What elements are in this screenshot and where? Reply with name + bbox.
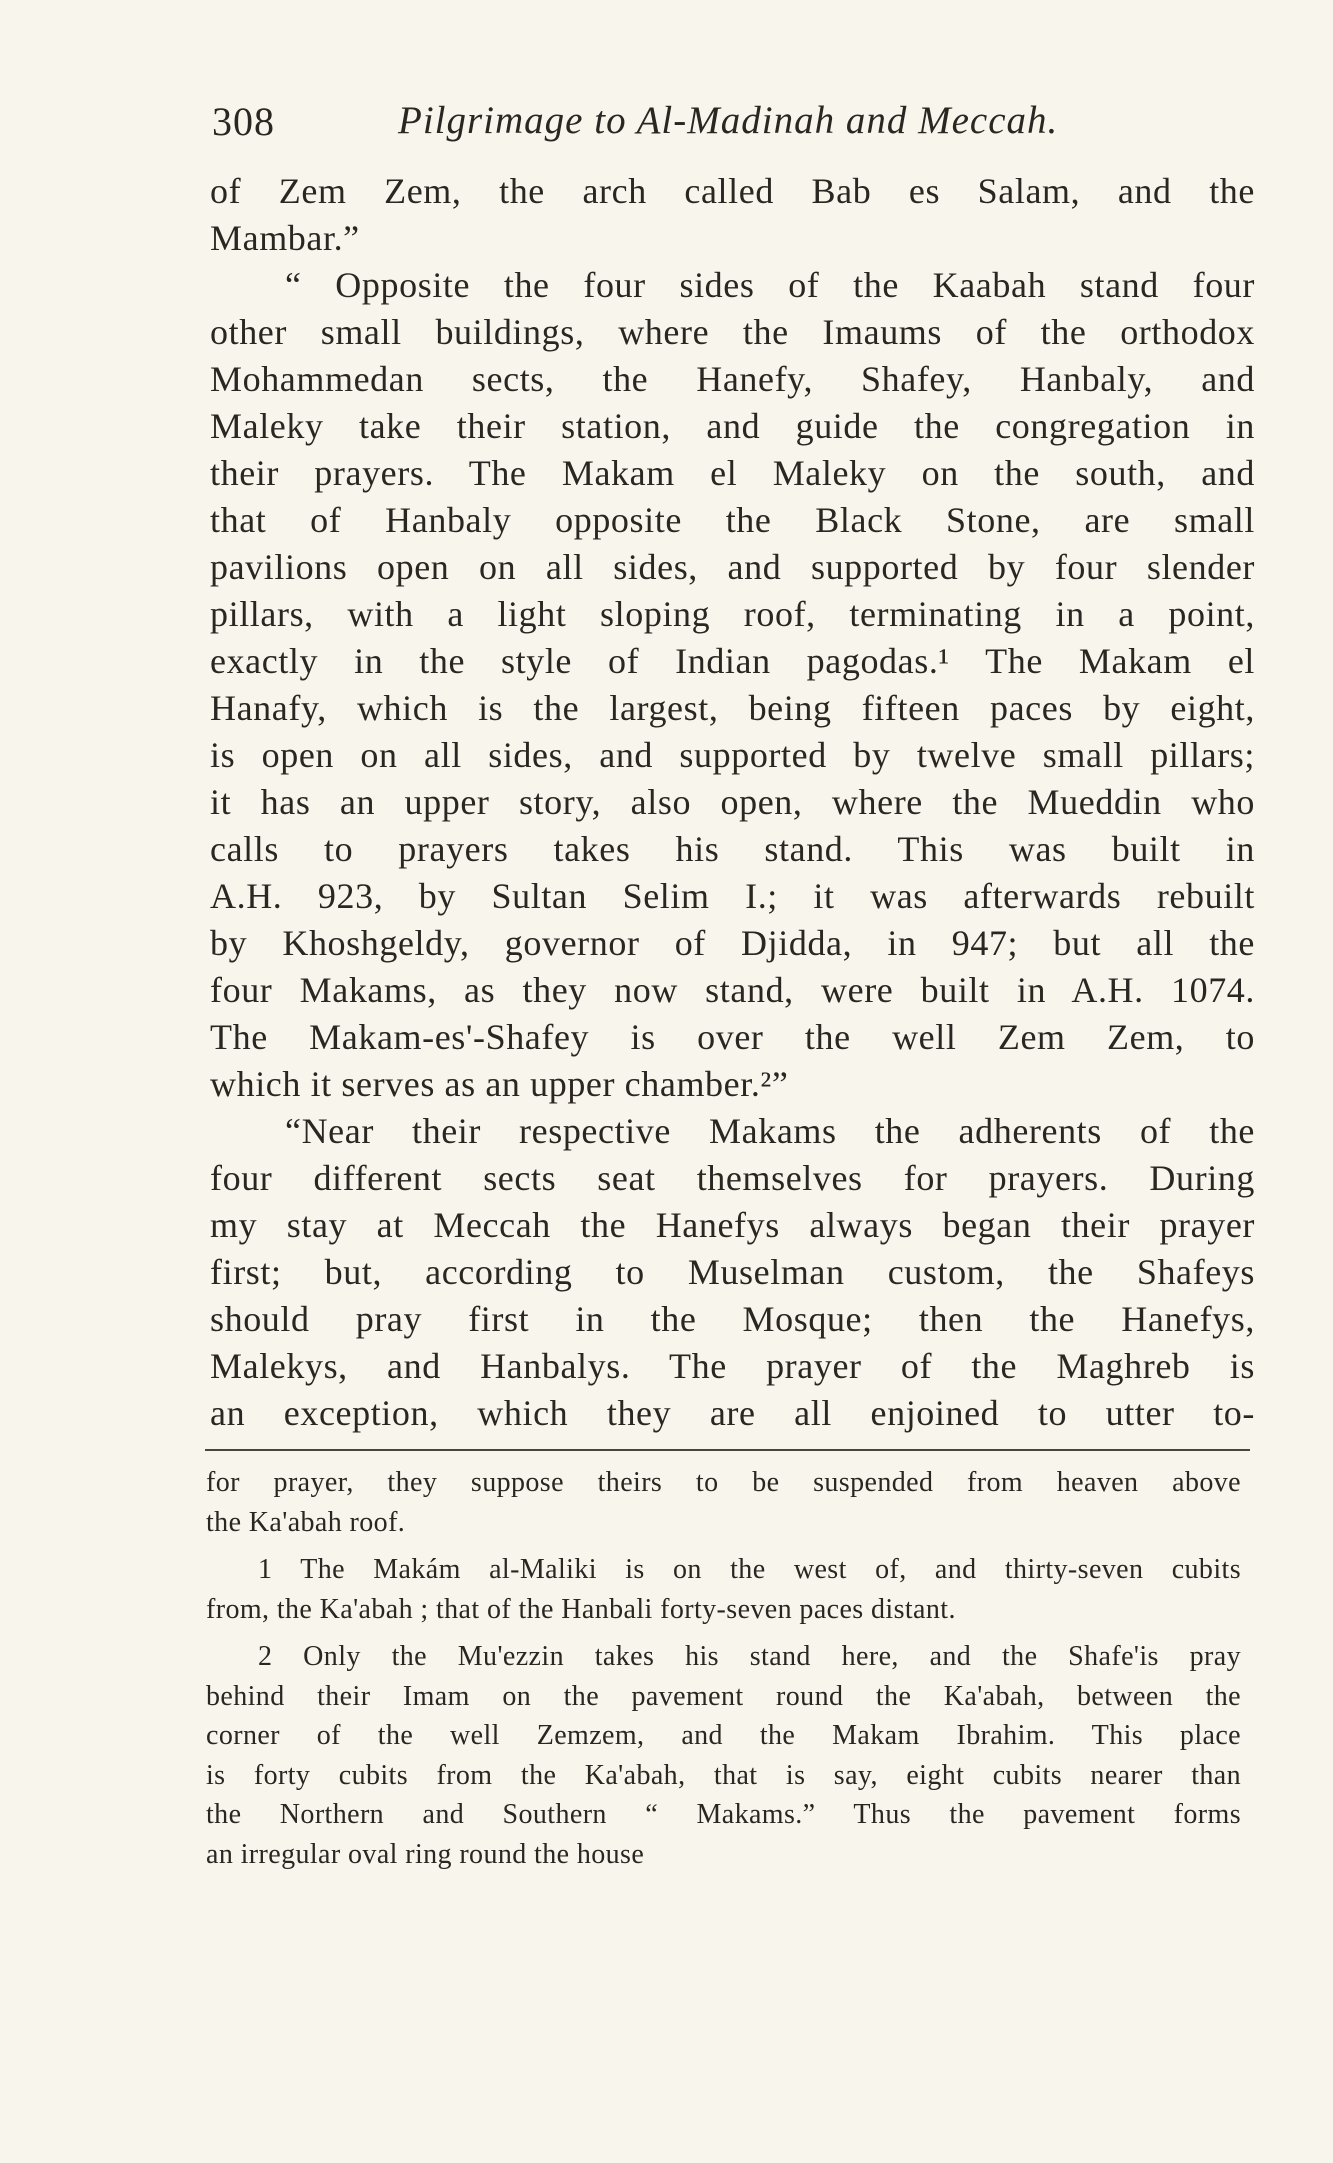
text-line: exactly in the style of Indian pagodas.¹ The Makam el bbox=[210, 641, 1255, 681]
footnote-line: corner of the well Zemzem, and the Makam Ibrahim. This place bbox=[206, 1720, 1241, 1751]
text-line: their prayers. The Makam el Maleky on the south, and bbox=[210, 453, 1255, 493]
running-title: Pilgrimage to Al-Madinah and Meccah. bbox=[398, 99, 1059, 142]
text-line: Maleky take their station, and guide the congregation in bbox=[210, 406, 1255, 446]
footnote-line: for prayer, they suppose theirs to be suspended from heaven above bbox=[206, 1467, 1241, 1498]
text-line: pavilions open on all sides, and supported by four slender bbox=[210, 547, 1255, 587]
text-line: of Zem Zem, the arch called Bab es Salam, and the bbox=[210, 171, 1255, 211]
footnotes bbox=[206, 1463, 1241, 1874]
footnote-line: 2 Only the Mu'ezzin takes his stand here, and the Shafe'is pray bbox=[258, 1641, 1241, 1672]
text-line: Mohammedan sects, the Hanefy, Shafey, Hanbaly, and bbox=[210, 359, 1255, 399]
text-line: “Near their respective Makams the adherents of the bbox=[285, 1111, 1255, 1151]
text-line: by Khoshgeldy, governor of Djidda, in 947; but all the bbox=[210, 923, 1255, 963]
text-line: A.H. 923, by Sultan Selim I.; it was afterwards rebuilt bbox=[210, 876, 1255, 916]
footnote-line: from, the Ka'abah ; that of the Hanbali forty-seven paces distant. bbox=[206, 1593, 956, 1625]
footnote-rule bbox=[205, 1449, 1250, 1451]
page-header bbox=[212, 98, 1112, 158]
text-line: is open on all sides, and supported by twelve small pillars; bbox=[210, 735, 1255, 775]
text-line: should pray first in the Mosque; then the Hanefys, bbox=[210, 1299, 1255, 1339]
text-line: Mambar.” bbox=[210, 218, 360, 258]
text-line: The Makam-es'-Shafey is over the well Zem Zem, to bbox=[210, 1017, 1255, 1057]
text-line: pillars, with a light sloping roof, terminating in a point, bbox=[210, 594, 1255, 634]
footnote-1 bbox=[206, 1550, 1241, 1629]
page-number: 308 bbox=[212, 99, 275, 144]
text-line: four Makams, as they now stand, were built in A.H. 1074. bbox=[210, 970, 1255, 1010]
text-line: my stay at Meccah the Hanefys always began their prayer bbox=[210, 1205, 1255, 1245]
text-line: Malekys, and Hanbalys. The prayer of the Maghreb is bbox=[210, 1346, 1255, 1386]
text-line: that of Hanbaly opposite the Black Stone, are small bbox=[210, 500, 1255, 540]
footnote-line: is forty cubits from the Ka'abah, that is say, eight cubits nearer than bbox=[206, 1759, 1241, 1791]
footnote-2 bbox=[206, 1637, 1241, 1874]
footnote-line: 1 The Makám al-Maliki is on the west of, and thirty-seven cubits bbox=[258, 1554, 1241, 1585]
text-line: Hanafy, which is the largest, being fifteen paces by eight, bbox=[210, 688, 1255, 728]
text-line: first; but, according to Muselman custom, the Shafeys bbox=[210, 1252, 1255, 1292]
footnote-line: behind their Imam on the pavement round the Ka'abah, between the bbox=[206, 1680, 1241, 1712]
text-line: other small buildings, where the Imaums of the orthodox bbox=[210, 312, 1255, 352]
footnote-line: an irregular oval ring round the house bbox=[206, 1838, 645, 1870]
footnote-line: the Ka'abah roof. bbox=[206, 1506, 406, 1538]
footnote-continued bbox=[206, 1463, 1241, 1542]
main-text bbox=[210, 168, 1255, 1437]
footnote-line: the Northern and Southern “ Makams.” Thus the pavement forms bbox=[206, 1799, 1241, 1830]
text-line: calls to prayers takes his stand. This was built in bbox=[210, 829, 1255, 869]
text-line: four different sects seat themselves for prayers. During bbox=[210, 1158, 1255, 1198]
text-line: which it serves as an upper chamber.²” bbox=[210, 1064, 789, 1104]
text-line: “ Opposite the four sides of the Kaabah stand four bbox=[285, 265, 1255, 305]
text-line: it has an upper story, also open, where the Mueddin who bbox=[210, 782, 1255, 822]
text-line: an exception, which they are all enjoined to utter to- bbox=[210, 1393, 1255, 1433]
